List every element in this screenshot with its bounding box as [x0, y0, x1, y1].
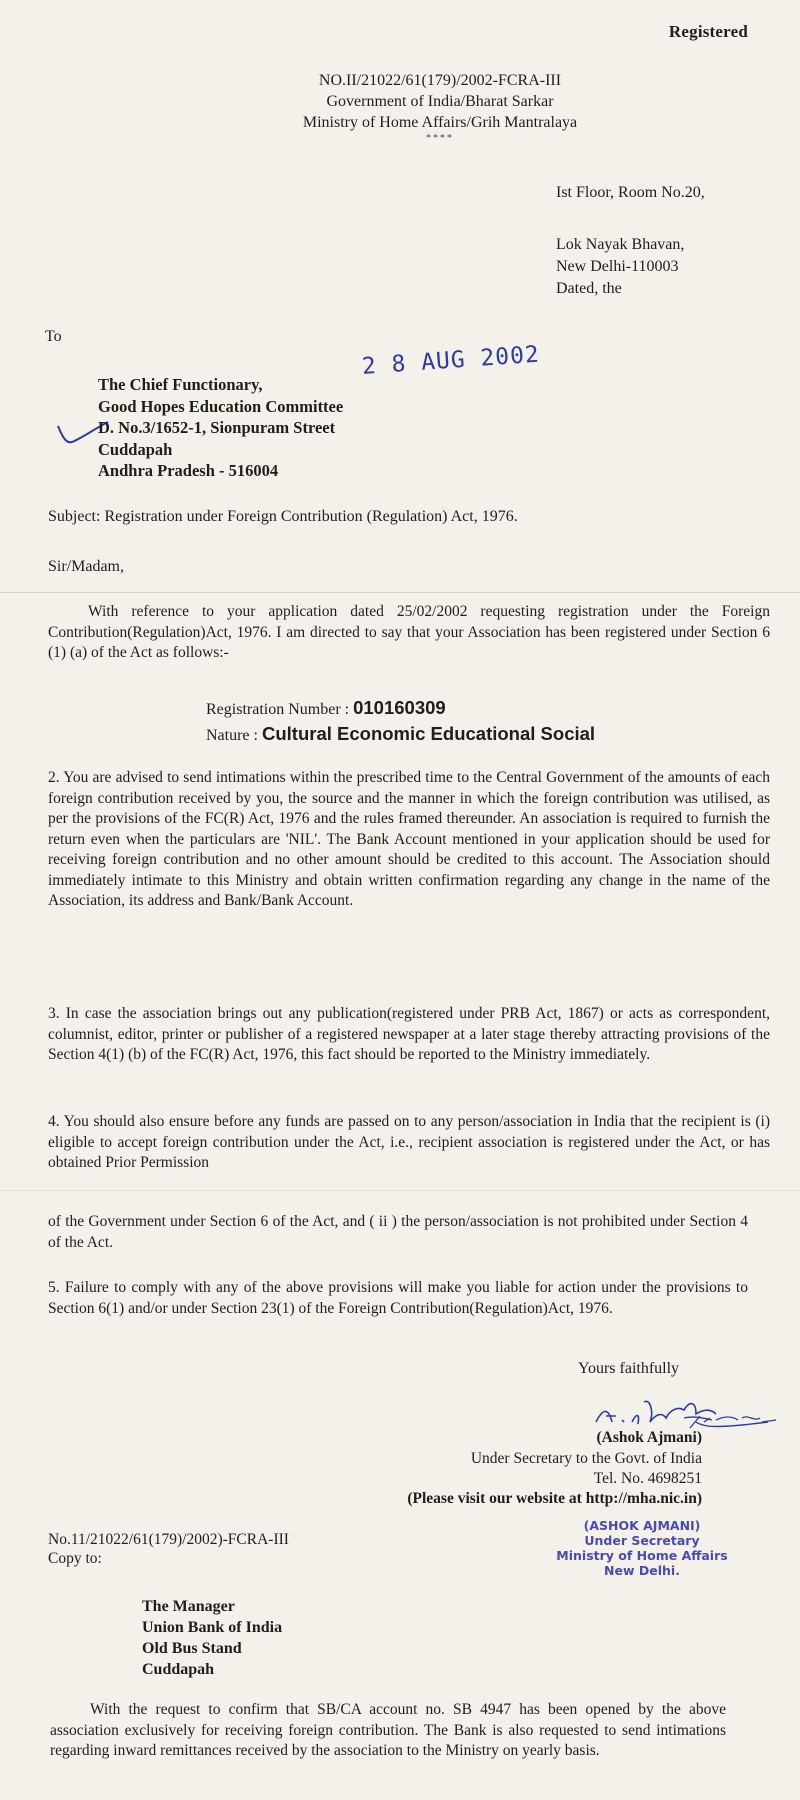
recipient-line-3: D. No.3/1652-1, Sionpuram Street — [98, 418, 336, 437]
intro-paragraph: With reference to your application dated 25/02/2002 requesting registration under the Foreign Contribution(Regulation)Act, 1976. I am directed to say that your Association has been registered under Section 6 (1) (a) of the Act as follows:- — [48, 603, 770, 661]
registered-label: Registered — [668, 22, 748, 41]
government-name: Government of India/Bharat Sarkar — [326, 93, 554, 110]
signatory-block — [471, 1428, 702, 1490]
dated-line: Dated, the — [556, 280, 622, 297]
officer-stamp — [542, 1518, 742, 1578]
paragraph-2: 2. You are advised to send intimations within the prescribed time to the Central Government of the amounts of each foreign contribution received by you, the source and the manner in which the foreign contribution was utilised, as per the provisions of the FC(R) Act, 1976 and the rules framed thereunder. An association is required to furnish the return even when the particulars are 'NIL'. The Bank Account mentioned in your application should be used for receiving foreign contribution and no other amount should be credited to this account. The Association should immediately intimate to this Ministry and obtain written confirmation regarding any change in the name of the Association, its address and Bank/Bank Account. — [48, 769, 770, 909]
nature-label: Nature : — [206, 727, 262, 744]
copy-recipient — [142, 1596, 282, 1680]
to-label: To — [45, 328, 62, 345]
address-line-3: New Delhi-110003 — [556, 258, 679, 275]
ministry-name: Ministry of Home Affairs/Grih Mantralaya — [302, 114, 578, 131]
paragraph-4-continued: of the Government under Section 6 of the Act, and ( ii ) the person/association is not prohibited under Section 4 of the Act. — [48, 1213, 748, 1251]
recipient-line-5: Andhra Pradesh - 516004 — [98, 461, 279, 480]
date-stamp: 2 8 AUG 2002 — [361, 341, 541, 380]
file-number: NO.II/21022/61(179)/2002-FCRA-III — [318, 72, 562, 89]
registration-number-value: 010160309 — [353, 697, 446, 718]
header-stars: **** — [426, 133, 454, 144]
stamp-line-4: New Delhi. — [604, 1563, 680, 1578]
copy-to-label: Copy to: — [48, 1550, 102, 1567]
stamp-line-3: Ministry of Home Affairs — [556, 1548, 728, 1563]
recipient-line-2: Good Hopes Education Committee — [98, 396, 344, 416]
salutation: Sir/Madam, — [48, 558, 124, 575]
reference-number: No.11/21022/61(179)/2002)-FCRA-III — [48, 1531, 289, 1548]
copy-recipient-line-3: Old Bus Stand — [142, 1640, 242, 1657]
copy-recipient-line-4: Cuddapah — [142, 1661, 215, 1678]
recipient-address — [98, 374, 343, 482]
registration-block — [206, 696, 595, 748]
closing: Yours faithfully — [578, 1360, 680, 1377]
address-line-2: Lok Nayak Bhavan, — [556, 236, 685, 253]
copy-recipient-line-1: The Manager — [142, 1598, 235, 1615]
signatory-tel: Tel. No. 4698251 — [593, 1470, 702, 1487]
stamp-line-2: Under Secretary — [584, 1533, 700, 1548]
nature-row — [206, 722, 595, 748]
copy-reference — [48, 1530, 289, 1568]
registration-number-row — [206, 696, 595, 722]
stamp-line-1: (ASHOK AJMANI) — [583, 1518, 701, 1533]
website-note: (Please visit our website at http://mha.nic.in) — [407, 1490, 702, 1507]
letter-header — [0, 70, 800, 145]
subject-line: Subject: Registration under Foreign Contribution (Regulation) Act, 1976. — [48, 508, 518, 525]
registration-number-label: Registration Number : — [206, 701, 354, 718]
paragraph-4: 4. You should also ensure before any funds are passed on to any person/association in India that the recipient is (i) eligible to accept foreign contribution under the Act, i.e., recipient association is registered under the Act, or has obtained Prior Permission — [48, 1113, 770, 1171]
bank-paragraph: With the request to confirm that SB/CA account no. SB 4947 has been opened by the above association exclusively for receiving foreign contribution. The Bank is also requested to send intimations regarding inward remittances received by the association to the Ministry on yearly basis. — [50, 1701, 726, 1759]
sender-address — [556, 182, 705, 300]
paragraph-5: 5. Failure to comply with any of the above provisions will make you liable for action under the provisions to Section 6(1) and/or under Section 23(1) of the Foreign Contribution(Regulation)Act, 1976. — [48, 1279, 748, 1317]
recipient-line-4: Cuddapah — [98, 439, 173, 459]
nature-value: Cultural Economic Educational Social — [261, 723, 596, 744]
page-fold — [0, 1190, 800, 1191]
address-line-1: Ist Floor, Room No.20, — [556, 184, 705, 201]
paragraph-3: 3. In case the association brings out any publication(registered under PRB Act, 1867) or acts as correspondent, columnist, editor, printer or publisher of a registered newspaper at a later stage thereby attracting provisions of the Section 4(1) (b) of the FC(R) Act, 1976, this fact should be reported to the Ministry immediately. — [48, 1005, 770, 1063]
divider — [0, 592, 800, 593]
signatory-designation: Under Secretary to the Govt. of India — [470, 1449, 702, 1467]
recipient-line-1: The Chief Functionary, — [98, 375, 263, 394]
signatory-name: (Ashok Ajmani) — [596, 1429, 702, 1446]
copy-recipient-line-2: Union Bank of India — [142, 1619, 283, 1636]
